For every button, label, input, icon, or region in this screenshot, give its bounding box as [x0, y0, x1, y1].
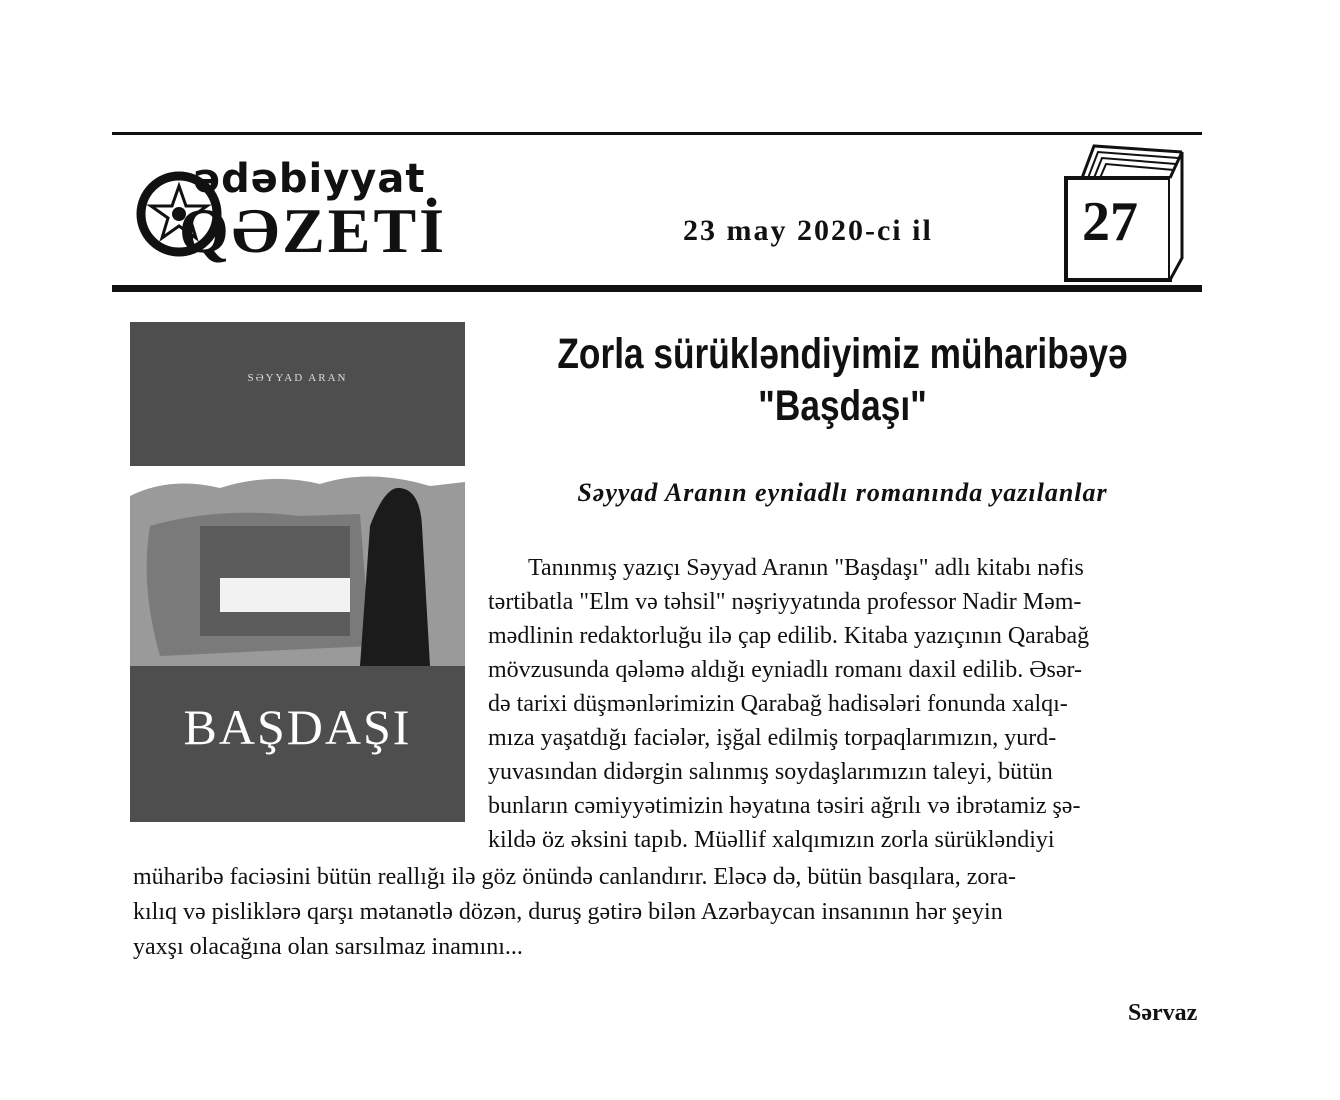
- masthead-line1: ədəbiyyat: [193, 156, 426, 202]
- body-line: Tanınmış yazıçı Səyyad Aranın "Başdaşı" adlı kitabı nəfis: [528, 555, 1084, 581]
- body-line: tərtibatla "Elm və təhsil" nəşriyyatında professor Nadir Məm-: [488, 589, 1082, 615]
- newspaper-masthead: [135, 150, 505, 280]
- masthead-line2: QƏZETİ: [179, 195, 448, 266]
- author-signature: Sərvaz: [1128, 1000, 1198, 1026]
- body-line: də tarixi düşmənlərimizin Qarabağ hadisələri fonunda xalqı-: [488, 691, 1068, 717]
- body-line: mədlinin redaktorluğu ilə çap edilib. Kitaba yazıçının Qarabağ: [488, 623, 1090, 649]
- body-line: mıza yaşatdığı faciələr, işğal edilmiş torpaqlarımızın, yurd-: [488, 725, 1057, 751]
- body-line: mövzusunda qələmə aldığı eyniadlı romanı daxil edilib. Əsər-: [488, 657, 1083, 683]
- body-line: bunların cəmiyyətimizin həyatına təsiri ağrılı və ibrətamiz şə-: [488, 793, 1081, 819]
- body-line: yaxşı olacağına olan sarsılmaz inamını...: [133, 934, 523, 960]
- body-line: yuvasından didərgin salınmış soydaşlarımızın taleyi, bütün: [488, 759, 1053, 785]
- body-line: müharibə faciəsini bütün reallığı ilə göz önündə canlandırır. Eləcə də, bütün basqılara, zora-: [133, 864, 1016, 890]
- cover-author: SƏYYAD ARAN: [247, 372, 348, 384]
- issue-number: 27: [1082, 191, 1138, 253]
- body-line: kılıq və pisliklərə qarşı mətanətlə dözən, duruş gətirə bilən Azərbaycan insanının hər şeyin: [133, 899, 1003, 925]
- article-subtitle: Səyyad Aranın eyniadlı romanında yazılanlar: [577, 478, 1108, 507]
- headline-line-1: Zorla sürükləndiyimiz müharibəyə: [557, 330, 1128, 378]
- cover-title: BAŞDAŞI: [183, 699, 412, 755]
- article-headline: [545, 328, 1140, 432]
- masthead-top-rule: [112, 132, 1202, 135]
- body-line: kildə öz əksini tapıb. Müəllif xalqımızın zorla sürükləndiyi: [488, 827, 1055, 853]
- headline-line-2: "Başdaşı": [758, 382, 927, 430]
- masthead-bottom-rule: [112, 285, 1202, 292]
- cover-illustration: [130, 466, 465, 666]
- issue-date: 23 may 2020-ci il: [683, 214, 933, 247]
